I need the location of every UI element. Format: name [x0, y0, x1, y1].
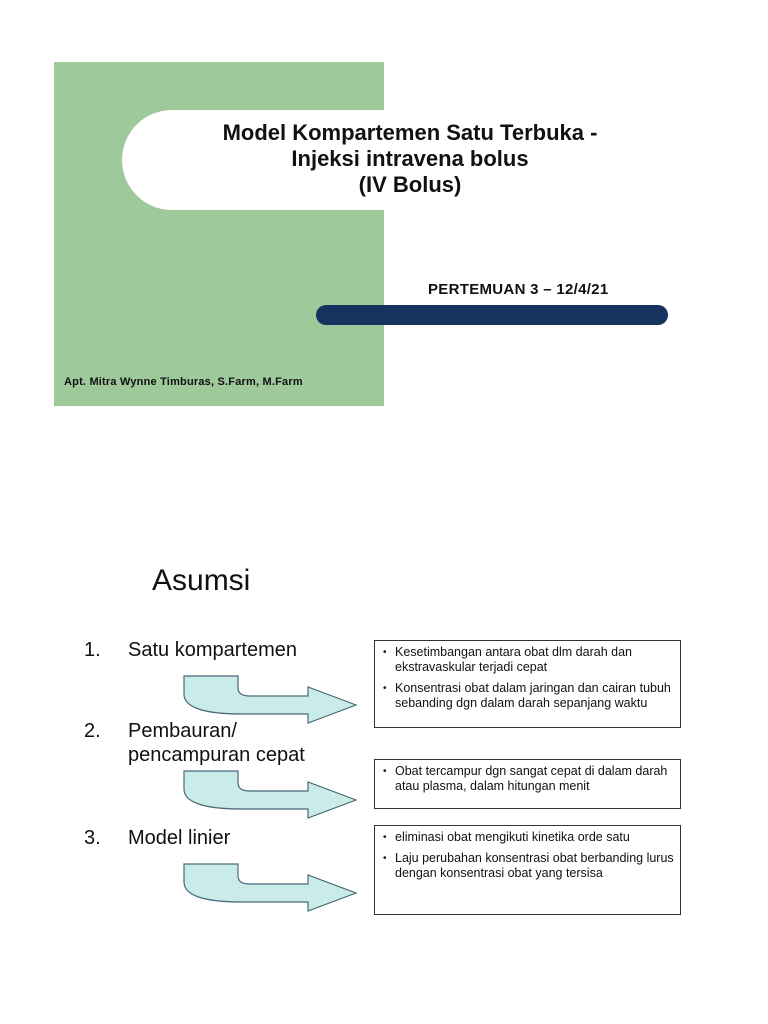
item-label-3-line-1: Model linier	[128, 827, 231, 849]
author-name: Apt. Mitra Wynne Timburas, S.Farm, M.Farm	[64, 376, 303, 388]
arrow-icon	[180, 672, 360, 726]
item-label-3	[128, 826, 230, 850]
item-label-1-line-1: Satu kompartemen	[128, 639, 297, 661]
arrow-icon	[180, 767, 360, 821]
title-line-3: (IV Bolus)	[358, 172, 462, 197]
slide-title	[130, 120, 690, 198]
item-number-3: 3.	[84, 827, 101, 849]
assumption-box-2	[374, 759, 681, 809]
title-line-2: Injeksi intravena bolus	[291, 146, 529, 171]
assumption-box-1	[374, 640, 681, 728]
section-heading: Asumsi	[152, 564, 251, 597]
title-line-1: Model Kompartemen Satu Terbuka -	[222, 120, 598, 145]
assumption-box-3	[374, 825, 681, 915]
item-label-2-line-2: pencampuran cepat	[128, 744, 305, 766]
bullet-item: • Laju perubahan konsentrasi obat berbanding lurus dengan konsentrasi obat yang tersisa	[383, 851, 674, 880]
item-label-1	[128, 638, 297, 662]
bullet-item: • eliminasi obat mengikuti kinetika orde satu	[383, 830, 630, 844]
meeting-label: PERTEMUAN 3 – 12/4/21	[428, 281, 609, 298]
item-label-2	[128, 719, 305, 767]
item-label-2-line-1: Pembauran/	[128, 720, 237, 742]
item-number-1: 1.	[84, 639, 101, 661]
item-number-2: 2.	[84, 720, 101, 742]
bullet-item: • Kesetimbangan antara obat dlm darah dan ekstravaskular terjadi cepat	[383, 645, 632, 674]
bullet-item: • Konsentrasi obat dalam jaringan dan cairan tubuh sebanding dgn dalam darah sepanjang waktu	[383, 681, 671, 710]
bullet-item: • Obat tercampur dgn sangat cepat di dalam darah atau plasma, dalam hitungan menit	[383, 764, 668, 793]
accent-bar	[316, 305, 668, 325]
arrow-icon	[180, 860, 360, 914]
